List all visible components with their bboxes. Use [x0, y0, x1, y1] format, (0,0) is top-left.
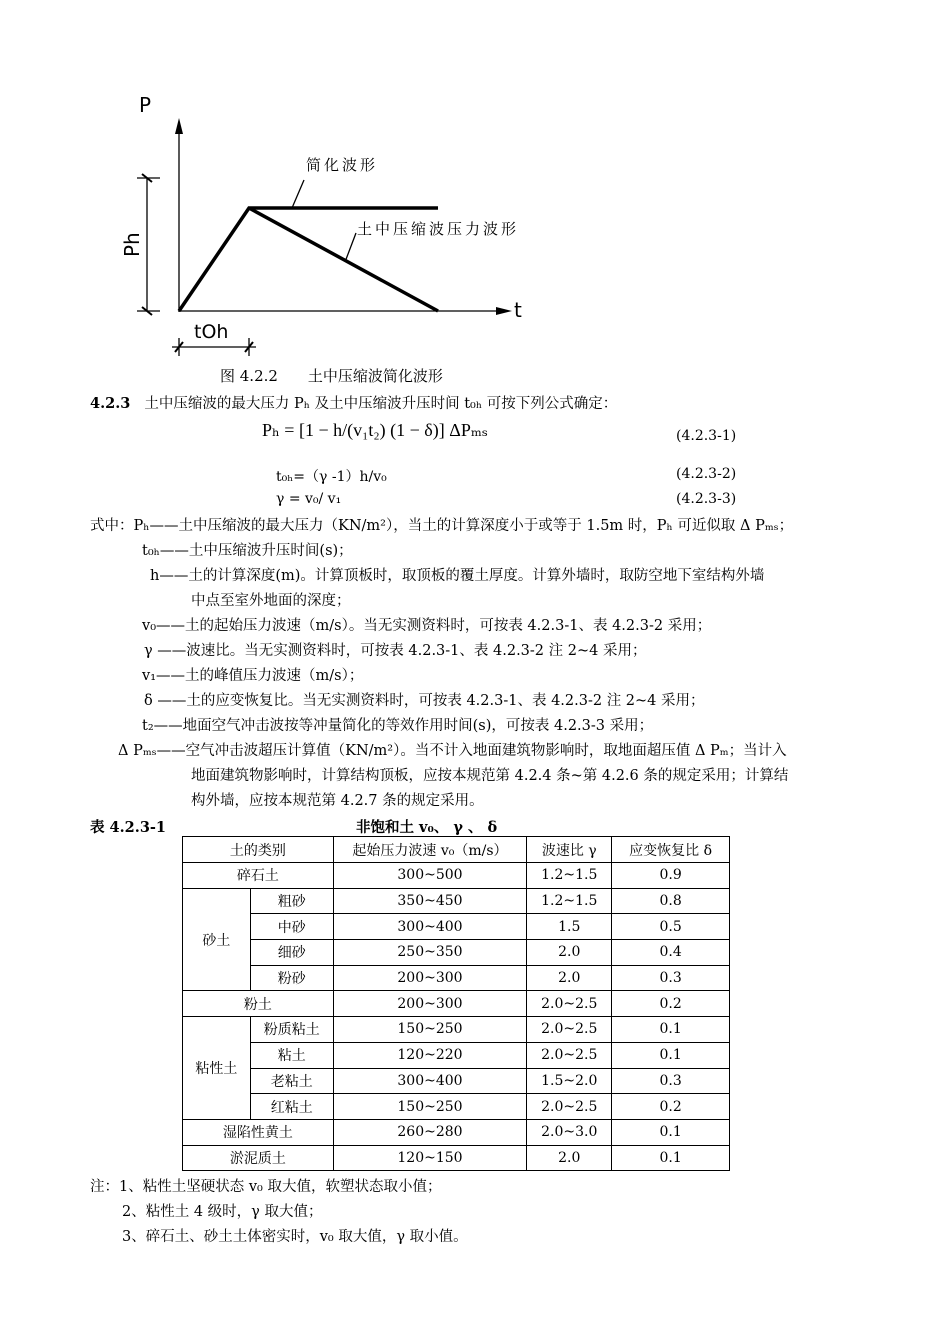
cell-v0: 150~250	[333, 1017, 527, 1043]
note-3: 3、碎石土、砂土土体密实时，v₀ 取大值，γ 取小值。	[122, 1229, 468, 1245]
formula-main-number: (4.2.3-1)	[676, 428, 737, 444]
table-row	[183, 1042, 730, 1068]
cell-gamma: 1.2~1.5	[527, 863, 612, 889]
cell-v0: 300~500	[333, 863, 527, 889]
cell-v0: 300~400	[333, 1068, 527, 1094]
cell-gamma: 2.0~2.5	[527, 991, 612, 1017]
formula-3: γ = v₀/ v₁	[276, 491, 342, 507]
table-row	[183, 940, 730, 966]
cell-delta: 0.1	[612, 1119, 730, 1145]
cell-soil: 老粘土	[250, 1068, 333, 1094]
soil-wave-label: 土中压缩波压力波形	[357, 220, 520, 238]
cell-soil: 碎石土	[183, 863, 334, 889]
table-row	[183, 1068, 730, 1094]
table-row	[183, 1145, 730, 1171]
cell-soil: 淤泥质土	[183, 1145, 334, 1171]
t0h-label: tOh	[194, 321, 229, 343]
cell-gamma: 1.5~2.0	[527, 1068, 612, 1094]
definition-item: v₁——土的峰值压力波速（m/s）；	[142, 668, 364, 684]
cell-gamma: 2.0	[527, 940, 612, 966]
definition-item: h——土的计算深度(m)。计算顶板时，取顶板的覆土厚度。计算外墙时，取防空地下室结构外墙	[150, 568, 765, 584]
cell-group-clay: 粘性土	[183, 1017, 251, 1120]
t-axis-arrow	[496, 307, 512, 315]
table-number: 表 4.2.3-1	[90, 819, 167, 836]
note-2: 2、粘性土 4 级时，γ 取大值；	[122, 1204, 323, 1220]
cell-v0: 120~150	[333, 1145, 527, 1171]
cell-soil: 湿陷性黄土	[183, 1119, 334, 1145]
formula-3-number: (4.2.3-3)	[676, 491, 737, 507]
table-row	[183, 1094, 730, 1120]
cell-delta: 0.3	[612, 1068, 730, 1094]
cell-soil: 粉质粘土	[250, 1017, 333, 1043]
cell-soil: 细砂	[250, 940, 333, 966]
cell-soil: 红粘土	[250, 1094, 333, 1120]
cell-delta: 0.8	[612, 888, 730, 914]
soil-wave-leader	[345, 233, 356, 262]
cell-delta: 0.1	[612, 1017, 730, 1043]
definition-item: 中点至室外地面的深度；	[191, 593, 351, 609]
cell-gamma: 2.0	[527, 965, 612, 991]
cell-v0: 200~300	[333, 965, 527, 991]
cell-delta: 0.3	[612, 965, 730, 991]
figure-caption: 图 4.2.2 土中压缩波简化波形	[220, 367, 443, 385]
cell-group-sand: 砂土	[183, 888, 251, 991]
formula-main: Pₕ = [1 − h/(v₁t₂) (1 − δ)] ΔPₘₛ	[262, 420, 488, 440]
cell-v0: 200~300	[333, 991, 527, 1017]
definition-item: γ ——波速比。当无实测资料时，可按表 4.2.3-1、表 4.2.3-2 注 2~4 采用；	[144, 643, 647, 659]
cell-delta: 0.9	[612, 863, 730, 889]
ph-label: Ph	[120, 232, 144, 257]
formula-2: t₀ₕ=（γ -1）h/v₀	[276, 469, 387, 485]
definition-item: δ ——土的应变恢复比。当无实测资料时，可按表 4.2.3-1、表 4.2.3-2 注 2~4 采用；	[144, 693, 705, 709]
cell-v0: 120~220	[333, 1042, 527, 1068]
cell-gamma: 2.0	[527, 1145, 612, 1171]
table-row	[183, 914, 730, 940]
section-number: 4.2.3	[90, 395, 131, 412]
table-row	[183, 965, 730, 991]
cell-delta: 0.2	[612, 1094, 730, 1120]
table-header-row	[183, 837, 730, 863]
cell-delta: 0.1	[612, 1145, 730, 1171]
cell-soil: 中砂	[250, 914, 333, 940]
header-gamma: 波速比 γ	[527, 837, 612, 863]
definition-item: t₀ₕ——土中压缩波升压时间(s)；	[142, 543, 353, 559]
soil-table	[182, 836, 730, 1171]
table-row	[183, 863, 730, 889]
cell-delta: 0.2	[612, 991, 730, 1017]
cell-gamma: 2.0~2.5	[527, 1017, 612, 1043]
cell-delta: 0.4	[612, 940, 730, 966]
cell-gamma: 2.0~2.5	[527, 1094, 612, 1120]
table-row	[183, 888, 730, 914]
cell-v0: 300~400	[333, 914, 527, 940]
header-delta: 应变恢复比 δ	[612, 837, 730, 863]
header-soil-type: 土的类别	[183, 837, 334, 863]
header-v0: 起始压力波速 v₀（m/s）	[333, 837, 527, 863]
cell-gamma: 1.2~1.5	[527, 888, 612, 914]
table-row	[183, 991, 730, 1017]
section-text: 土中压缩波的最大压力 Pₕ 及土中压缩波升压时间 t₀ₕ 可按下列公式确定：	[144, 396, 618, 412]
cell-v0: 350~450	[333, 888, 527, 914]
axis-p-label: P	[139, 93, 152, 117]
note-1: 注：1、粘性土坚硬状态 v₀ 取大值，软塑状态取小值；	[90, 1179, 442, 1195]
definition-item: 地面建筑物影响时，计算结构顶板，应按本规范第 4.2.4 条~第 4.2.6 条的规定采用；计算结	[191, 768, 789, 784]
simplified-label: 简化波形	[306, 156, 379, 174]
cell-soil: 粗砂	[250, 888, 333, 914]
cell-soil: 粉砂	[250, 965, 333, 991]
cell-delta: 0.5	[612, 914, 730, 940]
cell-delta: 0.1	[612, 1042, 730, 1068]
table-title: 非饱和土 v₀、 γ 、 δ	[356, 819, 498, 836]
cell-v0: 250~350	[333, 940, 527, 966]
definition-item: t₂——地面空气冲击波按等冲量简化的等效作用时间(s)，可按表 4.2.3-3 采用；	[142, 718, 654, 734]
cell-soil: 粘土	[250, 1042, 333, 1068]
definition-item: v₀——土的起始压力波速（m/s）。当无实测资料时，可按表 4.2.3-1、表 4.2.3-2 采用；	[142, 618, 712, 634]
definition-item: 构外墙，应按本规范第 4.2.7 条的规定采用。	[191, 793, 484, 809]
cell-gamma: 2.0~2.5	[527, 1042, 612, 1068]
cell-v0: 150~250	[333, 1094, 527, 1120]
pressure-waveform-diagram	[0, 0, 950, 370]
section-heading	[90, 392, 617, 413]
axis-t-label: t	[514, 298, 522, 322]
cell-gamma: 2.0~3.0	[527, 1119, 612, 1145]
cell-gamma: 1.5	[527, 914, 612, 940]
cell-v0: 260~280	[333, 1119, 527, 1145]
formula-2-number: (4.2.3-2)	[676, 466, 737, 482]
definition-item: Δ Pₘₛ——空气冲击波超压计算值（KN/m²）。当不计入地面建筑物影响时，取地面超压值 Δ Pₘ；当计入	[118, 743, 787, 759]
definition-item: 式中：Pₕ——土中压缩波的最大压力（KN/m²），当土的计算深度小于或等于 1.5m 时，Pₕ 可近似取 Δ Pₘₛ；	[90, 518, 794, 534]
p-axis-arrow	[175, 118, 183, 134]
table-row	[183, 1017, 730, 1043]
table-row	[183, 1119, 730, 1145]
simplified-leader	[292, 180, 304, 208]
cell-soil: 粉土	[183, 991, 334, 1017]
